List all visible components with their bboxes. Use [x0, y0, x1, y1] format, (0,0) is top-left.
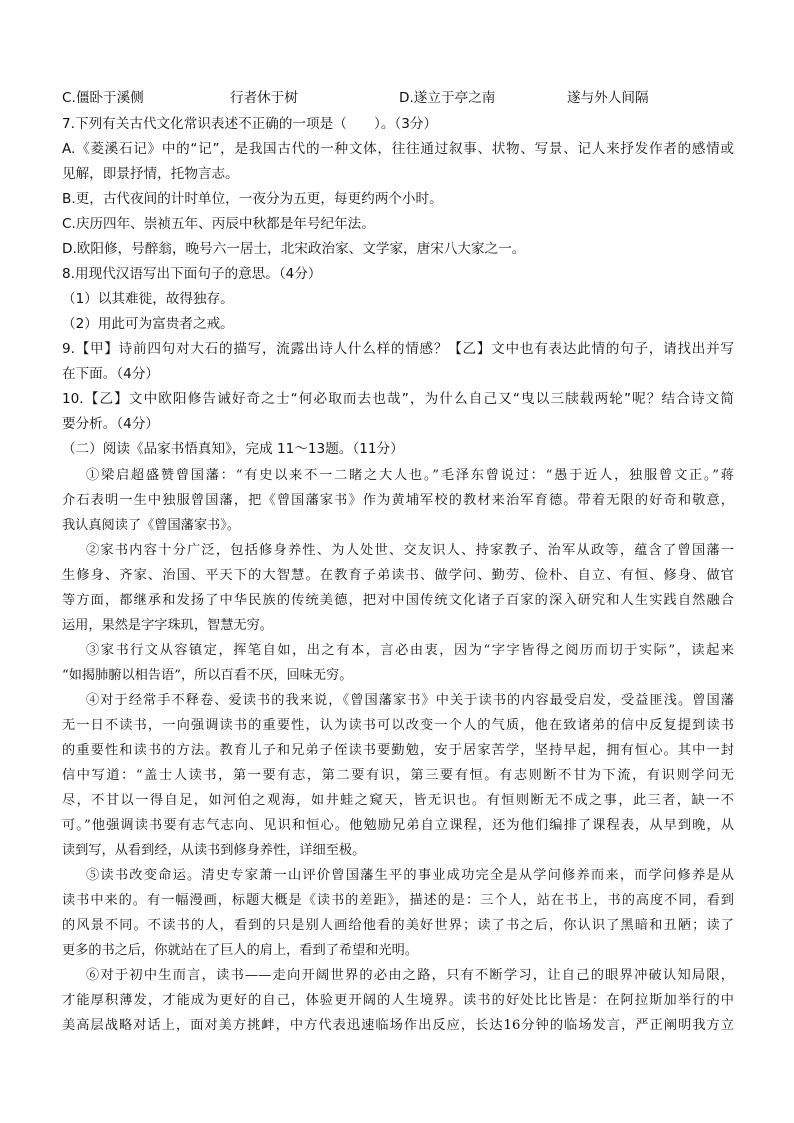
q7-stem: 7.下列有关古代文化常识表述不正确的一项是（ ）。（3分） [62, 116, 438, 132]
passage-p2-line-3: 等方面，都继承和发扬了中华民族的传统美德，把对中国传统文化诸子百家的深入研究和人生实践自然融合 [62, 593, 734, 608]
option-d: D.遂立于亭之南 [399, 90, 496, 106]
passage-p2-line-1: ②家书内容十分广泛，包括修身养性、为人处世、交友识人、持家教子、治军从政等，蕴含了曾国藩一 [86, 543, 734, 558]
passage-p4-line-1: ④对于经常手不释卷、爱读书的我来说，《曾国藩家书》中关于读书的内容最受启发，受益匪浅。曾国藩 [86, 693, 734, 708]
section-2-heading: （二）阅读《品家书悟真知》，完成 11～13题。（11分） [62, 441, 404, 457]
passage-p6-line-1: ⑥对于初中生而言，读书——走向开阔世界的必由之路，只有不断学习，让自己的眼界冲破认知局限， [86, 968, 734, 983]
q8-sentence-2: （2）用此可为富贵者之戒。 [62, 316, 234, 332]
passage-p4-line-2: 无一日不读书，一向强调读书的重要性，认为读书可以改变一个人的气质，他在致诸弟的信中反复提到读书 [62, 718, 734, 733]
q8-stem: 8.用现代汉语写出下面句子的意思。（4分） [62, 266, 322, 282]
q7-option-d: D.欧阳修，号醉翁，晚号六一居士，北宋政治家、文学家，唐宋八大家之一。 [62, 241, 526, 257]
q10-line-1: 10.【乙】文中欧阳修告诫好奇之士“何必取而去也哉”，为什么自己又“曳以三牍载两轮”呢？结合诗文简 [62, 391, 734, 407]
q9-line-1: 9.【甲】诗前四句对大石的描写，流露出诗人什么样的情感？【乙】文中也有表达此情的句子，请找出并写 [62, 341, 734, 357]
option-c-second: 行者休于树 [230, 90, 298, 106]
options-row [62, 86, 734, 110]
passage-p5-line-4: 更多的书之后，你就站在了巨人的肩上，看到了希望和光明。 [62, 943, 419, 958]
passage-p2-line-2: 生修身、齐家、治国、平天下的大智慧。在教育子弟读书、做学问、勤劳、俭朴、自立、有恒、修身、做官 [62, 568, 734, 583]
q7-option-a-line2: 见解，即景抒情，托物言志。 [62, 166, 239, 182]
q7-option-a-line1: A.《菱溪石记》中的“记”，是我国古代的一种文体，往往通过叙事、状物、写景、记人来抒发作者的感情或 [62, 141, 734, 157]
passage-p1-line-3: 我认真阅读了《曾国藩家书》。 [62, 518, 241, 533]
passage-p5-line-1: ⑤读书改变命运。清史专家萧一山评价曾国藩生平的事业成功完全是从学问修养而来，而学问修养是从 [86, 868, 734, 883]
passage-p3-line-2: “如揭肺腑以相告语”，所以百看不厌，回味无穷。 [62, 668, 353, 683]
q10-line-2: 要分析。（4分） [62, 416, 160, 432]
passage-p4-line-7: 读到写，从看到经，从读书到修身养性，详细至极。 [62, 843, 366, 858]
q9-line-2: 在下面。（4分） [62, 366, 160, 382]
passage-p2-line-4: 运用，果然是字字珠玑，智慧无穷。 [62, 618, 273, 633]
option-c: C.僵卧于溪侧 [62, 90, 144, 106]
q8-sentence-1: （1）以其难徙，故得独存。 [62, 291, 234, 307]
passage-p4-line-4: 信中写道：“盖士人读书，第一要有志，第二要有识，第三要有恒。有志则断不甘为下流，有识则学问无 [62, 768, 734, 783]
passage-p5-line-2: 读书中来的。有一幅漫画，标题大概是《读书的差距》，描述的是：三个人，站在书上，书的高度不同，看到 [62, 893, 734, 908]
passage-p6-line-2: 才能厚积薄发，才能成为更好的自己，体验更开阔的人生境界。读书的好处比比皆是：在阿拉斯加举行的中 [62, 993, 734, 1008]
passage-p4-line-6: 可。”他强调读书要有志气志向、见识和恒心。他勉励兄弟自立课程，还为他们编排了课程表，从早到晚，从 [62, 818, 734, 833]
passage-p4-line-5: 尽，不甘以一得自足，如河伯之观海，如井蛙之窥天，皆无识也。有恒则断无不成之事，此三者，缺一不 [62, 793, 734, 808]
passage-p1-line-2: 介石表明一生中独服曾国藩，把《曾国藩家书》作为黄埔军校的教材来治军育德。带着无限的好奇和敬意， [62, 493, 734, 508]
passage-p5-line-3: 的风景不同。不读书的人，看到的只是别人画给他看的美好世界；读了书之后，你认识了黑暗和丑陋；读了 [62, 918, 734, 933]
passage-p6-line-3: 美高层战略对话上，面对美方挑衅，中方代表迅速临场作出反应，长达16分钟的临场发言，严正阐明我方立 [62, 1018, 734, 1033]
passage-p3-line-1: ③家书行文从容镇定，挥笔自如，出之有本，言必由衷，因为“字字皆得之阅历而切于实际”，读起来 [86, 643, 734, 658]
q7-option-b: B.更，古代夜间的计时单位，一夜分为五更，每更约两个小时。 [62, 191, 443, 207]
passage-p4-line-3: 的重要性和读书的方法。教育儿子和兄弟子侄读书要勤勉，安于居家苦学，坚持早起，拥有恒心。其中一封 [62, 743, 734, 758]
passage-p1-line-1: ①梁启超盛赞曾国藩：“有史以来不一二睹之大人也。”毛泽东曾说过：“愚于近人，独服曾文正。”蒋 [86, 468, 734, 483]
option-d-second: 遂与外人间隔 [567, 90, 649, 106]
q7-option-c: C.庆历四年、崇祯五年、丙辰中秋都是年号纪年法。 [62, 216, 375, 232]
